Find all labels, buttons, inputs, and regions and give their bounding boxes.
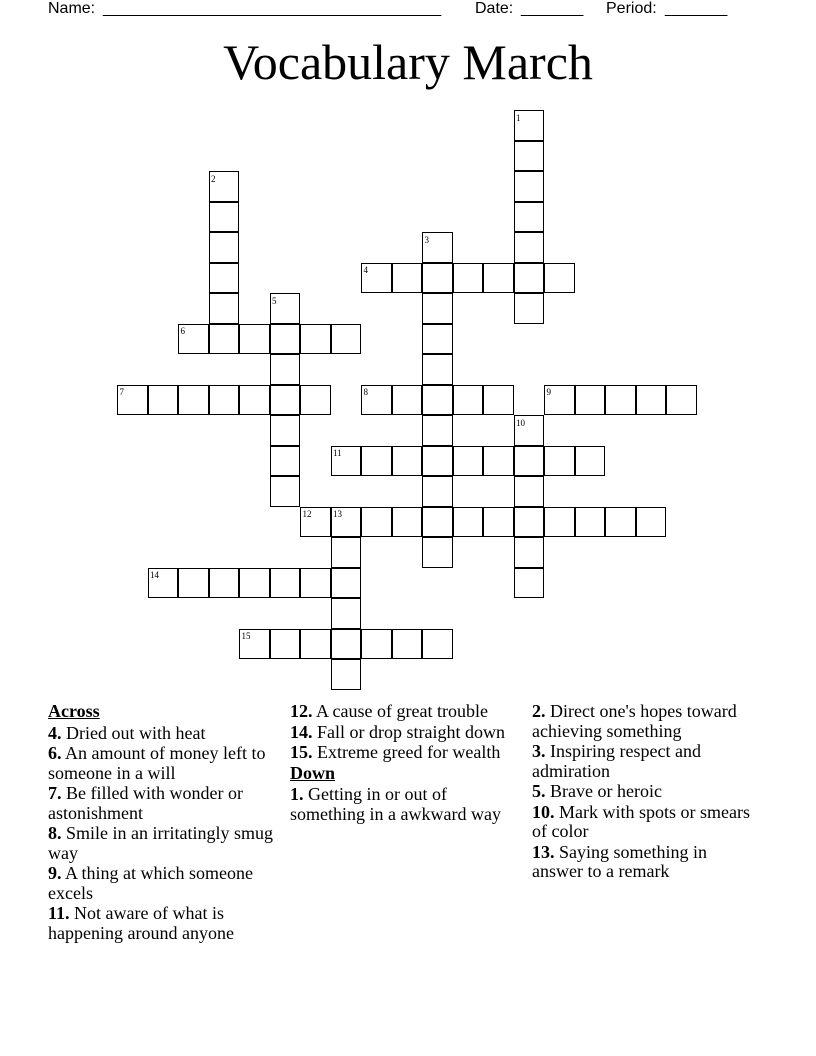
grid-cell[interactable] [331,659,362,690]
grid-cell[interactable] [300,385,331,416]
grid-cell[interactable] [239,324,270,355]
grid-cell[interactable] [209,293,240,324]
grid-cell[interactable] [209,385,240,416]
grid-cell[interactable] [666,385,697,416]
grid-cell[interactable] [483,385,514,416]
clue-across-8: 8. Smile in an irritatingly smug way [48,823,273,863]
clue-number: 15 [241,631,251,641]
grid-cell[interactable] [422,385,453,416]
grid-cell[interactable] [178,568,209,599]
clue-across-12: 12. A cause of great trouble [290,701,488,721]
grid-cell[interactable] [270,629,301,660]
grid-cell[interactable] [575,385,606,416]
grid-cell[interactable] [270,324,301,355]
grid-cell[interactable] [331,324,362,355]
clue-number: 6 [180,326,185,336]
period-blank[interactable]: _______ [665,0,728,17]
grid-cell[interactable] [331,598,362,629]
clues-column-1 [48,702,284,944]
grid-cell[interactable] [575,507,606,538]
period-label: Period: [606,0,657,17]
across-heading: Across [48,701,100,721]
clue-down-10: 10. Mark with spots or smears of color [532,801,750,841]
grid-cell[interactable] [331,568,362,599]
grid-cell[interactable] [453,263,484,294]
grid-cell[interactable] [514,537,545,568]
clue-number: 1 [516,112,521,123]
grid-cell[interactable] [270,446,301,477]
clue-number: 7 [119,387,124,397]
date-label: Date: [475,0,514,17]
grid-cell[interactable] [453,507,484,538]
clue-number: 5 [272,295,277,306]
date-blank[interactable]: _______ [521,0,584,17]
clue-number: 12 [302,509,312,519]
clue-number: 2 [211,173,216,184]
grid-cell[interactable] [392,629,423,660]
clue-down-5: 5. Brave or heroic [532,781,662,801]
grid-cell[interactable] [514,232,545,263]
clue-number: 9 [546,387,551,397]
down-heading: Down [290,762,336,783]
grid-cell[interactable] [178,385,209,416]
grid-cell[interactable] [392,385,423,416]
grid-cell[interactable] [422,324,453,355]
grid-cell[interactable] [270,354,301,385]
clue-across-11: 11. Not aware of what is happening around anyone [48,903,234,943]
clue-number: 11 [333,448,342,458]
grid-cell[interactable] [392,263,423,294]
grid-cell[interactable] [361,629,392,660]
clue-number: 13 [333,509,342,519]
page-title: Vocabulary March [223,34,593,90]
grid-cell[interactable] [422,507,453,538]
grid-cell[interactable] [422,629,453,660]
grid-cell[interactable] [636,385,667,416]
grid-cell[interactable] [453,446,484,477]
grid-cell[interactable] [514,507,545,538]
grid-cell[interactable] [209,202,240,233]
grid-cell[interactable] [270,385,301,416]
clue-across-7: 7. Be filled with wonder or astonishment [48,783,243,823]
clue-across-15: 15. Extreme greed for wealth [290,742,501,762]
grid-cell[interactable] [514,568,545,599]
grid-cell[interactable] [392,446,423,477]
clue-down-3: 3. Inspiring respect and admiration [532,741,701,781]
grid-cell[interactable] [544,507,575,538]
name-blank[interactable]: ______________________________________ [103,0,442,17]
grid-cell[interactable] [148,385,179,416]
grid-cell[interactable] [514,202,545,233]
grid-cell[interactable] [422,354,453,385]
grid-cell[interactable] [544,263,575,294]
grid-cell[interactable] [575,446,606,477]
grid-cell[interactable] [483,446,514,477]
grid-cell[interactable] [209,568,240,599]
grid-cell[interactable] [331,629,362,660]
grid-cell[interactable] [239,568,270,599]
grid-cell[interactable] [605,507,636,538]
grid-cell[interactable] [514,446,545,477]
grid-cell[interactable] [422,293,453,324]
clue-across-6: 6. An amount of money left to someone in a will [48,743,266,783]
grid-cell[interactable] [605,385,636,416]
grid-cell[interactable] [270,568,301,599]
grid-cell[interactable] [270,415,301,446]
grid-cell[interactable] [514,476,545,507]
grid-cell[interactable] [514,141,545,172]
grid-cell[interactable] [300,568,331,599]
clue-down-1: 1. Getting in or out of something in a awkward way [290,784,501,824]
grid-cell[interactable] [422,263,453,294]
grid-cell[interactable] [483,507,514,538]
clue-across-4: 4. Dried out with heat [48,722,206,743]
clue-number: 4 [363,265,368,275]
grid-cell[interactable] [514,293,545,324]
clue-number: 14 [150,570,159,580]
grid-cell[interactable] [361,507,392,538]
grid-cell[interactable] [209,263,240,294]
grid-cell[interactable] [422,446,453,477]
clue-across-14: 14. Fall or drop straight down [290,721,505,742]
grid-cell[interactable] [483,263,514,294]
grid-cell[interactable] [514,263,545,294]
clue-number: 10 [516,417,525,428]
grid-cell[interactable] [422,476,453,507]
grid-cell[interactable] [300,629,331,660]
grid-cell[interactable] [209,232,240,263]
clue-number: 8 [363,387,368,397]
grid-cell[interactable] [209,324,240,355]
clue-number: 3 [424,234,429,245]
grid-cell[interactable] [544,446,575,477]
grid-cell[interactable] [422,415,453,446]
clue-down-13: 13. Saying something in answer to a remark [532,841,707,881]
name-label: Name: [48,0,96,17]
grid-cell[interactable] [514,171,545,202]
grid-cell[interactable] [270,476,301,507]
clue-across-9: 9. A thing at which someone excels [48,863,253,903]
grid-cell[interactable] [331,537,362,568]
clues-column-2 [290,702,515,825]
grid-cell[interactable] [392,507,423,538]
grid-cell[interactable] [422,537,453,568]
grid-cell[interactable] [239,385,270,416]
clues-column-3 [532,702,757,883]
clue-down-2: 2. Direct one's hopes toward achieving something [532,701,737,741]
grid-cell[interactable] [636,507,667,538]
grid-cell[interactable] [453,385,484,416]
grid-cell[interactable] [300,324,331,355]
grid-cell[interactable] [361,446,392,477]
